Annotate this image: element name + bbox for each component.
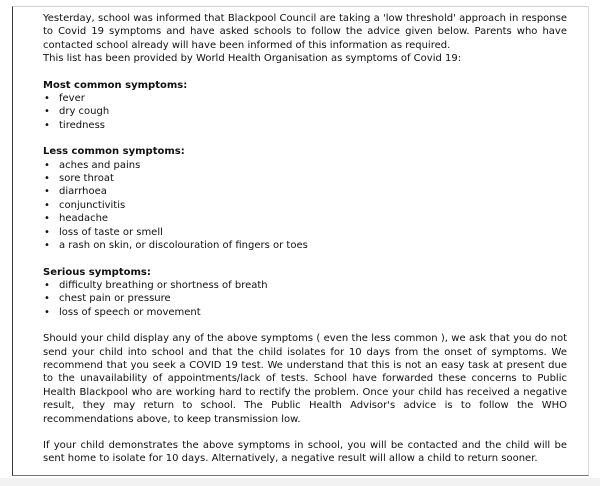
list-item (43, 172, 567, 185)
bullet-icon: • (44, 106, 50, 118)
symptom-text: loss of taste or smell (59, 226, 163, 238)
list-item (43, 226, 567, 239)
symptom-text: sore throat (59, 173, 114, 185)
bottom-margin (0, 478, 600, 486)
less-common-list (43, 159, 567, 253)
bullet-icon: • (44, 240, 50, 252)
symptom-text: loss of speech or movement (59, 306, 201, 318)
bullet-icon: • (44, 93, 50, 105)
list-item (43, 292, 567, 305)
bullet-icon: • (44, 159, 50, 171)
advice-paragraph: Should your child display any of the above symptoms ( even the less common ), we ask that you do not send your child into school and that the child isolates for 10 days from the onset of symptoms. We recommend that you seek a COVID 19 test. We understand that this is not an easy task at present due to the unavailability of appointments/lack of tests. School have forwarded these concerns to Public Health Blackpool who are working hard to rectify the problem. Once your child has received a negative result, they may return to school. The Public Health Advisor's advice is to follow the WHO recommendations above, to keep transmission low. (43, 333, 567, 425)
serious-heading: Serious symptoms: (43, 266, 151, 278)
symptom-text: dry cough (59, 106, 110, 118)
bullet-icon: • (44, 173, 50, 185)
symptom-text: chest pain or pressure (59, 293, 171, 305)
spacer (43, 66, 567, 79)
list-item (43, 119, 567, 132)
closing-paragraph: If your child demonstrates the above symptoms in school, you will be contacted and the child will be sent home to isolate for 10 days. Alternatively, a negative result will allow a child to return sooner. (43, 439, 567, 465)
list-item (43, 92, 567, 105)
list-item (43, 306, 567, 319)
bullet-icon: • (44, 213, 50, 225)
bullet-icon: • (44, 293, 50, 305)
symptom-text: aches and pains (59, 159, 141, 171)
list-item (43, 212, 567, 225)
bullet-icon: • (44, 226, 50, 238)
list-item (43, 239, 567, 252)
spacer (43, 253, 567, 266)
most-common-heading: Most common symptoms: (43, 79, 188, 91)
symptom-text: headache (59, 213, 109, 225)
list-item (43, 105, 567, 118)
list-item (43, 199, 567, 212)
bullet-icon: • (44, 306, 50, 318)
list-item (43, 159, 567, 172)
serious-list (43, 279, 567, 319)
letter-body (43, 12, 567, 466)
symptom-text: difficulty breathing or shortness of breath (59, 279, 268, 291)
bullet-icon: • (44, 186, 50, 198)
symptom-text: fever (59, 93, 85, 105)
most-common-list (43, 92, 567, 132)
list-item (43, 185, 567, 198)
list-item (43, 279, 567, 292)
source-line: This list has been provided by World Health Organisation as symptoms of Covid 19: (43, 53, 462, 65)
symptom-text: a rash on skin, or discolouration of fingers or toes (59, 240, 308, 252)
symptom-text: conjunctivitis (59, 199, 126, 211)
bullet-icon: • (44, 199, 50, 211)
symptom-text: tiredness (59, 119, 106, 131)
spacer (43, 319, 567, 332)
intro-paragraph: Yesterday, school was informed that Blackpool Council are taking a 'low threshold' approach in response to Covid 19 symptoms and have asked schools to follow the advice given below. Parents who have contacted school already will have been informed of this information as required. (43, 13, 567, 51)
bullet-icon: • (44, 279, 50, 291)
less-common-heading: Less common symptoms: (43, 146, 185, 158)
symptom-text: diarrhoea (59, 186, 107, 198)
spacer (43, 426, 567, 439)
spacer (43, 132, 567, 145)
bullet-icon: • (44, 119, 50, 131)
